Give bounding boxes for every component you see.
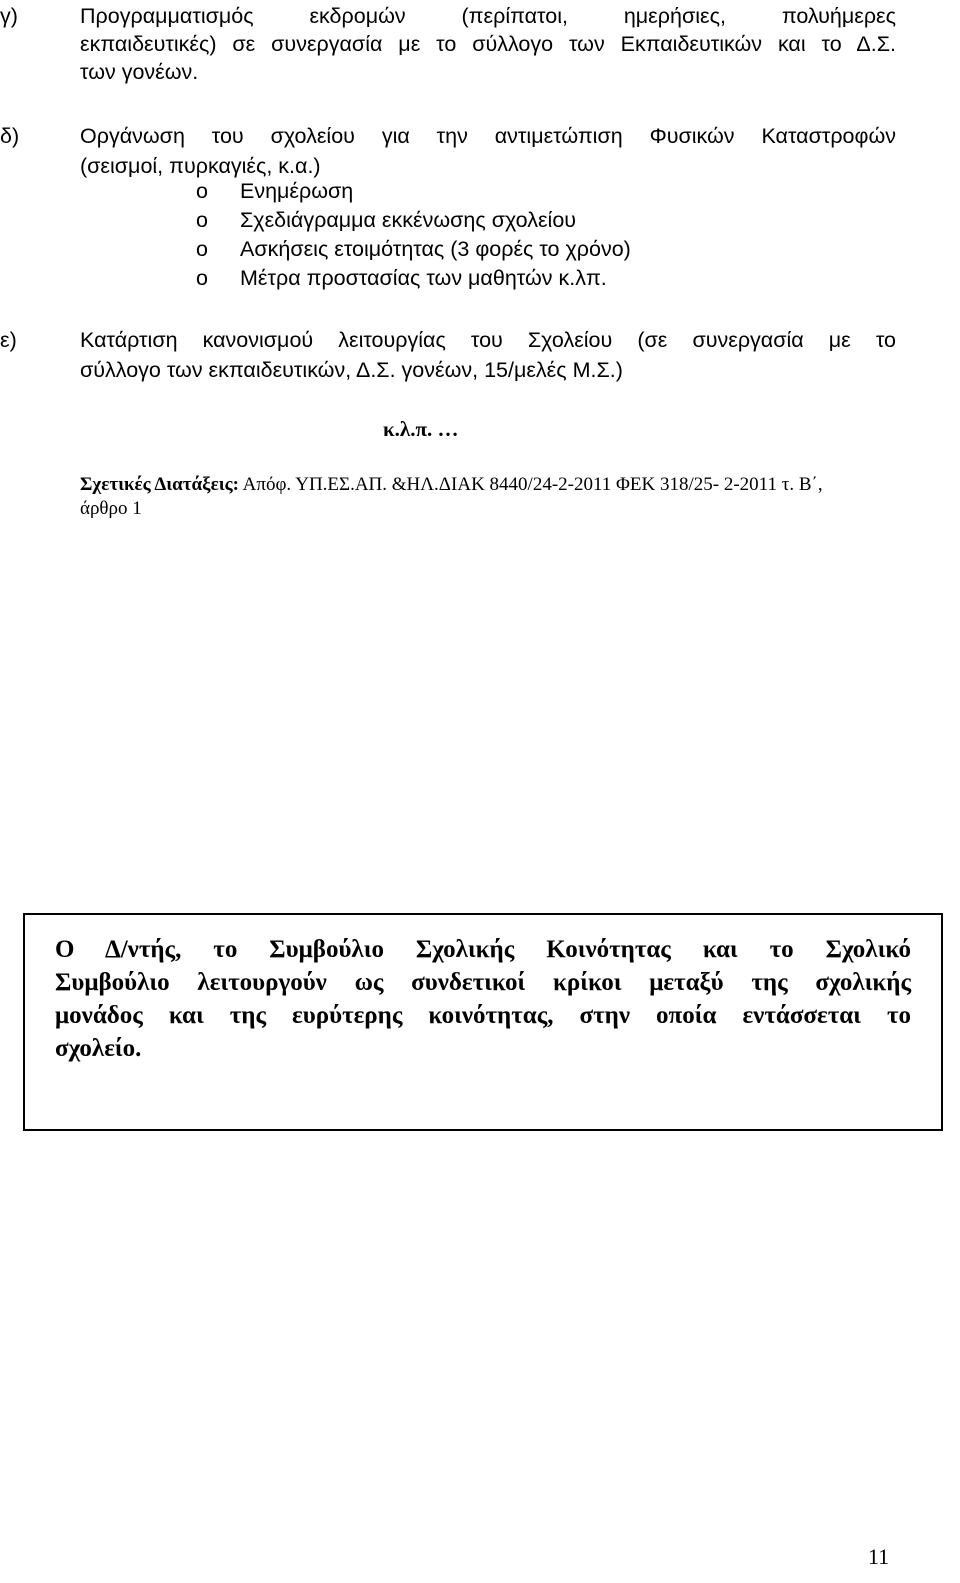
bullet-marker: o: [196, 208, 208, 232]
highlight-box: [23, 913, 943, 1131]
bullet-text: Ενημέρωση: [240, 179, 354, 203]
item-text-line: εκπαιδευτικές) σε συνεργασία με το σύλλογο των Εκπαιδευτικών και το Δ.Σ.: [80, 32, 896, 56]
bullet-marker: o: [196, 237, 208, 261]
bullet-text: Σχεδιάγραμμα εκκένωσης σχολείου: [240, 208, 577, 232]
item-text-line: Κατάρτιση κανονισμού λειτουργίας του Σχολείου (σε συνεργασία με το: [80, 328, 896, 352]
item-marker: γ): [0, 4, 18, 28]
bullet-item: [196, 264, 607, 292]
page-number: 11: [868, 1544, 890, 1569]
box-line: μονάδος και της ευρύτερης κοινότητας, στην οποία εντάσσεται το: [55, 1002, 911, 1029]
bullet-text: Ασκήσεις ετοιμότητας (3 φορές το χρόνο): [240, 237, 631, 261]
item-text-line: των γονέων.: [80, 60, 199, 84]
item-text-line: σύλλογο των εκπαιδευτικών, Δ.Σ. γονέων, 15/μελές Μ.Σ.): [80, 358, 623, 382]
etc-text: κ.λ.π. …: [383, 417, 459, 441]
box-line: Ο Δ/ντής, το Συμβούλιο Σχολικής Κοινότητας και το Σχολικό: [55, 936, 911, 963]
bullet-marker: o: [196, 266, 208, 290]
related-provisions-label: Σχετικές Διατάξεις:: [80, 474, 239, 495]
related-provisions-text: Απόφ. ΥΠ.ΕΣ.ΑΠ. &ΗΛ.ΔΙΑΚ 8440/24-2-2011 ΦΕΚ 318/25- 2-2011 τ. Β΄,: [238, 474, 823, 495]
bullet-marker: o: [196, 179, 208, 203]
related-provisions: [80, 473, 823, 497]
item-text-line: Προγραμματισμός εκδρομών (περίπατοι, ημερήσιες, πολυήμερες: [80, 4, 896, 28]
item-marker: δ): [0, 124, 20, 148]
item-marker: ε): [0, 328, 17, 352]
box-line: Συμβούλιο λειτουργούν ως συνδετικοί κρίκοι μεταξύ της σχολικής: [55, 969, 911, 996]
bullet-text: Μέτρα προστασίας των μαθητών κ.λπ.: [240, 266, 607, 290]
bullet-item: [196, 235, 631, 263]
box-line: σχολείο.: [55, 1035, 142, 1062]
bullet-item: [196, 177, 353, 205]
bullet-item: [196, 206, 576, 234]
highlight-box-text: [55, 933, 911, 1065]
item-text-line: (σεισμοί, πυρκαγιές, κ.α.): [80, 154, 321, 178]
related-provisions-continuation: άρθρο 1: [80, 498, 142, 519]
item-text-line: Οργάνωση του σχολείου για την αντιμετώπιση Φυσικών Καταστροφών: [80, 124, 896, 148]
